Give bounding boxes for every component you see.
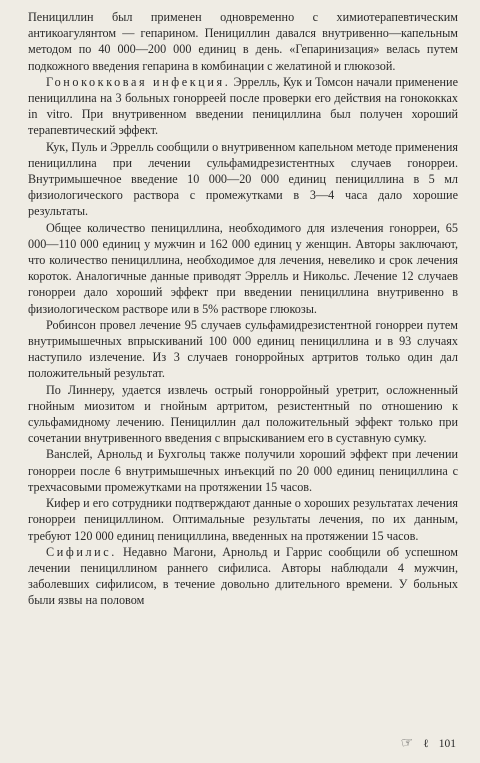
paragraph-gonococcal [28, 74, 458, 139]
paragraph-6-text: По Линнеру, удается извлечь острый гонорройный уретрит, осложненный гнойным миозитом и гнойным артритом, резистентный по отношению к сульфамидному лечению. Пенициллин дал положительный эффект только при сочетании внутривенного введения с впрыскиванием его в суставную сумку. [28, 382, 458, 446]
footer-letter: ℓ [423, 737, 429, 750]
paragraph-7 [28, 446, 458, 495]
paragraph-6 [28, 382, 458, 447]
paragraph-3-text: Кук, Пуль и Эррелль сообщили о внутривенном капельном методе применения пенициллина при лечении сульфамидрезистентных случаев гонорреи. Внутримышечное введение 10 000—20 000 единиц пенициллина в 5 мл физиологического раствора с промежутками в 3—4 часа дало хорошие результаты. [28, 139, 458, 219]
paragraph-4-text: Общее количество пенициллина, необходимого для излечения гонорреи, 65 000—110 000 единиц у мужчин и 162 000 единиц у женщин. Авторы заключают, что количество пенициллина, необходимое для лечения, невелико и срок лечения короток. Аналогичные данные приводят Эррелль и Никольс. Лечение 12 случаев гонорреи дало хороший эффект при введении пенициллина внутривенно в физиологическом растворе или в 5% растворе глюкозы. [28, 220, 458, 316]
paragraph-5 [28, 317, 458, 382]
paragraph-syphilis [28, 544, 458, 609]
paragraph-8-text: Кифер и его сотрудники подтверждают данные о хороших результатах лечения гонорреи пенициллином. Оптимальные результаты лечения, по их данным, требуют 120 000 единиц пенициллина, введенных на протяжении 15 часов. [28, 496, 458, 543]
paragraph-4 [28, 220, 458, 317]
paragraph-syphilis-text: Недавно Магони, Арнольд и Гаррис сообщили об успешном лечении пенициллином раннего сифилиса. Авторы наблюдали 4 мужчин, заболевших сифилисом, в течение довольно длительного времени. У больных были язвы на половом [28, 544, 458, 608]
section-heading-syphilis: Сифилис. [46, 544, 117, 559]
paragraph-7-text: Ванслей, Арнольд и Бухгольц также получили хороший эффект при лечении гонорреи после 6 внутримышечных инъекций по 20 000 единиц пенициллина с трехчасовыми промежутками на протяжении 15 часов. [28, 447, 458, 494]
page-number: 101 [438, 737, 456, 750]
paragraph-1-text: Пенициллин был применен одновременно с химиотерапевтическим антикоагулянтом — гепарином. Пенициллин давался внутривенно—капельным методом по 40 000—200 000 единиц в день. «Гепаринизация» велась путем подкожного введения гепарина в комбинации с желатиной и глюкозой. [28, 10, 458, 73]
section-heading-gonococcal: Гонококковая инфекция. [46, 74, 231, 89]
paragraph-3 [28, 139, 458, 220]
paragraph-8 [28, 495, 458, 544]
paragraph-5-text: Робинсон провел лечение 95 случаев сульфамидрезистентной гонорреи путем внутримышечных впрыскиваний 100 000 единиц пенициллина и в 93 случаях наступило излечение. Из 3 случаев гонорройных артритов только один дал положительный результат. [28, 317, 458, 381]
page-footer [401, 736, 456, 752]
pointing-hand-icon: ☞ [399, 735, 415, 752]
paragraph-gonococcal-text: Эррелль, Кук и Томсон начали применение пенициллина на 3 больных гонорреей после проверки его действия на гонококках in vitro. При внутривенном введении пенициллина был получен хороший терапевтический эффект. [28, 74, 458, 138]
paragraph-1 [28, 9, 458, 74]
